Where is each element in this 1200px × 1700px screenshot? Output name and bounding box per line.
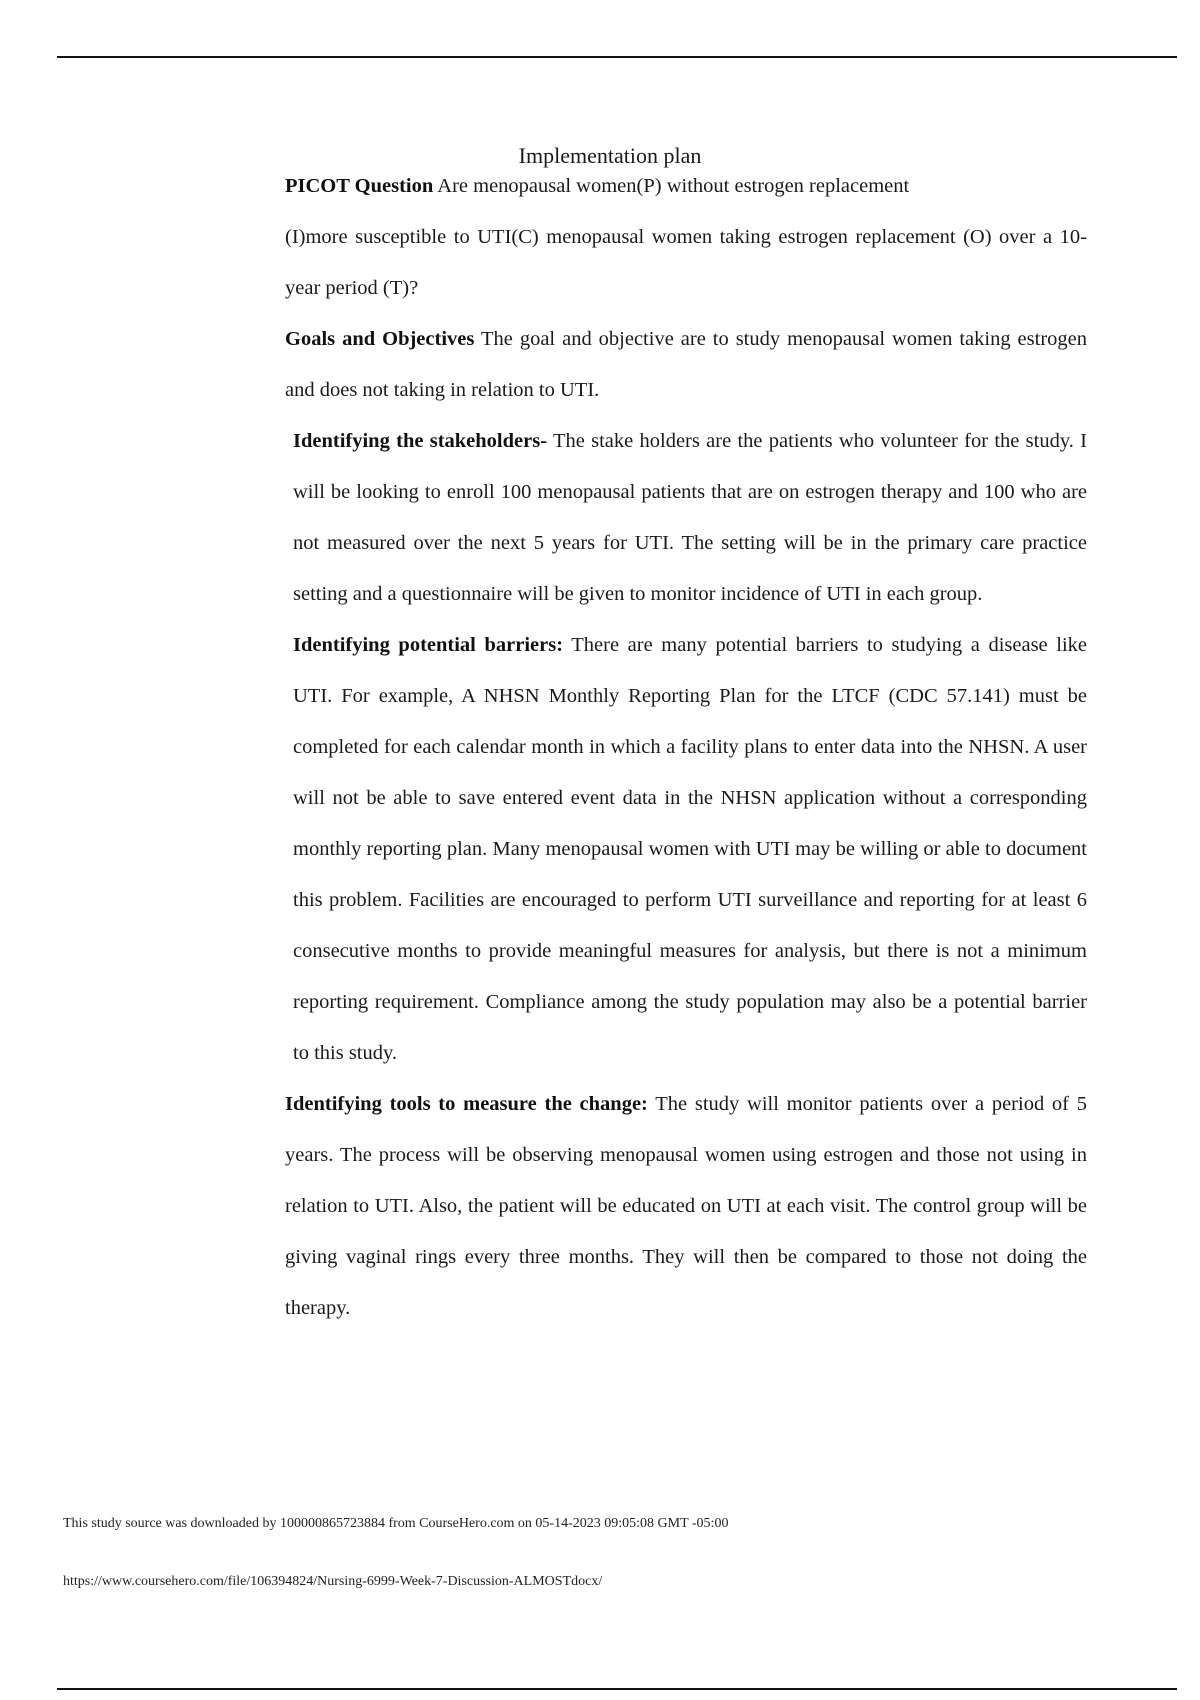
- tools-paragraph: [285, 1079, 1087, 1334]
- goals-text: The goal and objective are to study menopausal women taking estrogen and does not taking in relation to UTI.: [285, 328, 1087, 401]
- barriers-heading: Identifying potential barriers:: [293, 634, 564, 656]
- source-url[interactable]: https://www.coursehero.com/file/106394824/Nursing-6999-Week-7-Discussion-ALMOSTdocx/: [63, 1574, 603, 1589]
- stakeholders-text: The stake holders are the patients who volunteer for the study. I will be looking to enroll 100 menopausal patients that are on estrogen therapy and 100 who are not measured over the next 5 years for UTI. The setting will be in the primary care practice setting and a questionnaire will be given to monitor incidence of UTI in each group.: [293, 430, 1087, 605]
- tools-text: The study will monitor patients over a period of 5 years. The process will be observing menopausal women using estrogen and those not using in relation to UTI. Also, the patient will be educated on UTI at each visit. The control group will be giving vaginal rings every three months. They will then be compared to those not doing the therapy.: [285, 1093, 1087, 1319]
- goals-paragraph: [285, 314, 1087, 416]
- stakeholders-heading: Identifying the stakeholders-: [293, 430, 548, 452]
- tools-heading: Identifying tools to measure the change:: [285, 1093, 648, 1115]
- bottom-rule: [57, 1688, 1177, 1690]
- goals-heading: Goals and Objectives: [285, 328, 475, 350]
- picot-first-line: Are menopausal women(P) without estrogen replacement: [433, 175, 910, 197]
- picot-continuation: (I)more susceptible to UTI(C) menopausal women taking estrogen replacement (O) over a 10-year period (T)?: [285, 226, 1087, 299]
- stakeholders-paragraph: [285, 416, 1087, 620]
- picot-question-line: [285, 172, 1087, 200]
- picot-heading: PICOT Question: [285, 175, 434, 197]
- download-source-note: This study source was downloaded by 100000865723884 from CourseHero.com on 05-14-2023 09:05:08 GMT -05:00: [63, 1516, 729, 1531]
- document-title: Implementation plan: [518, 143, 702, 168]
- top-rule: [57, 56, 1177, 58]
- barriers-paragraph: [285, 620, 1087, 1079]
- document-body: [285, 172, 1087, 1334]
- barriers-text: There are many potential barriers to studying a disease like UTI. For example, A NHSN Monthly Reporting Plan for the LTCF (CDC 57.141) must be completed for each calendar month in which a facility plans to enter data into the NHSN. A user will not be able to save entered event data in the NHSN application without a corresponding monthly reporting plan. Many menopausal women with UTI may be willing or able to document this problem. Facilities are encouraged to perform UTI surveillance and reporting for at least 6 consecutive months to provide meaningful measures for analysis, but there is not a minimum reporting requirement. Compliance among the study population may also be a potential barrier to this study.: [293, 634, 1087, 1064]
